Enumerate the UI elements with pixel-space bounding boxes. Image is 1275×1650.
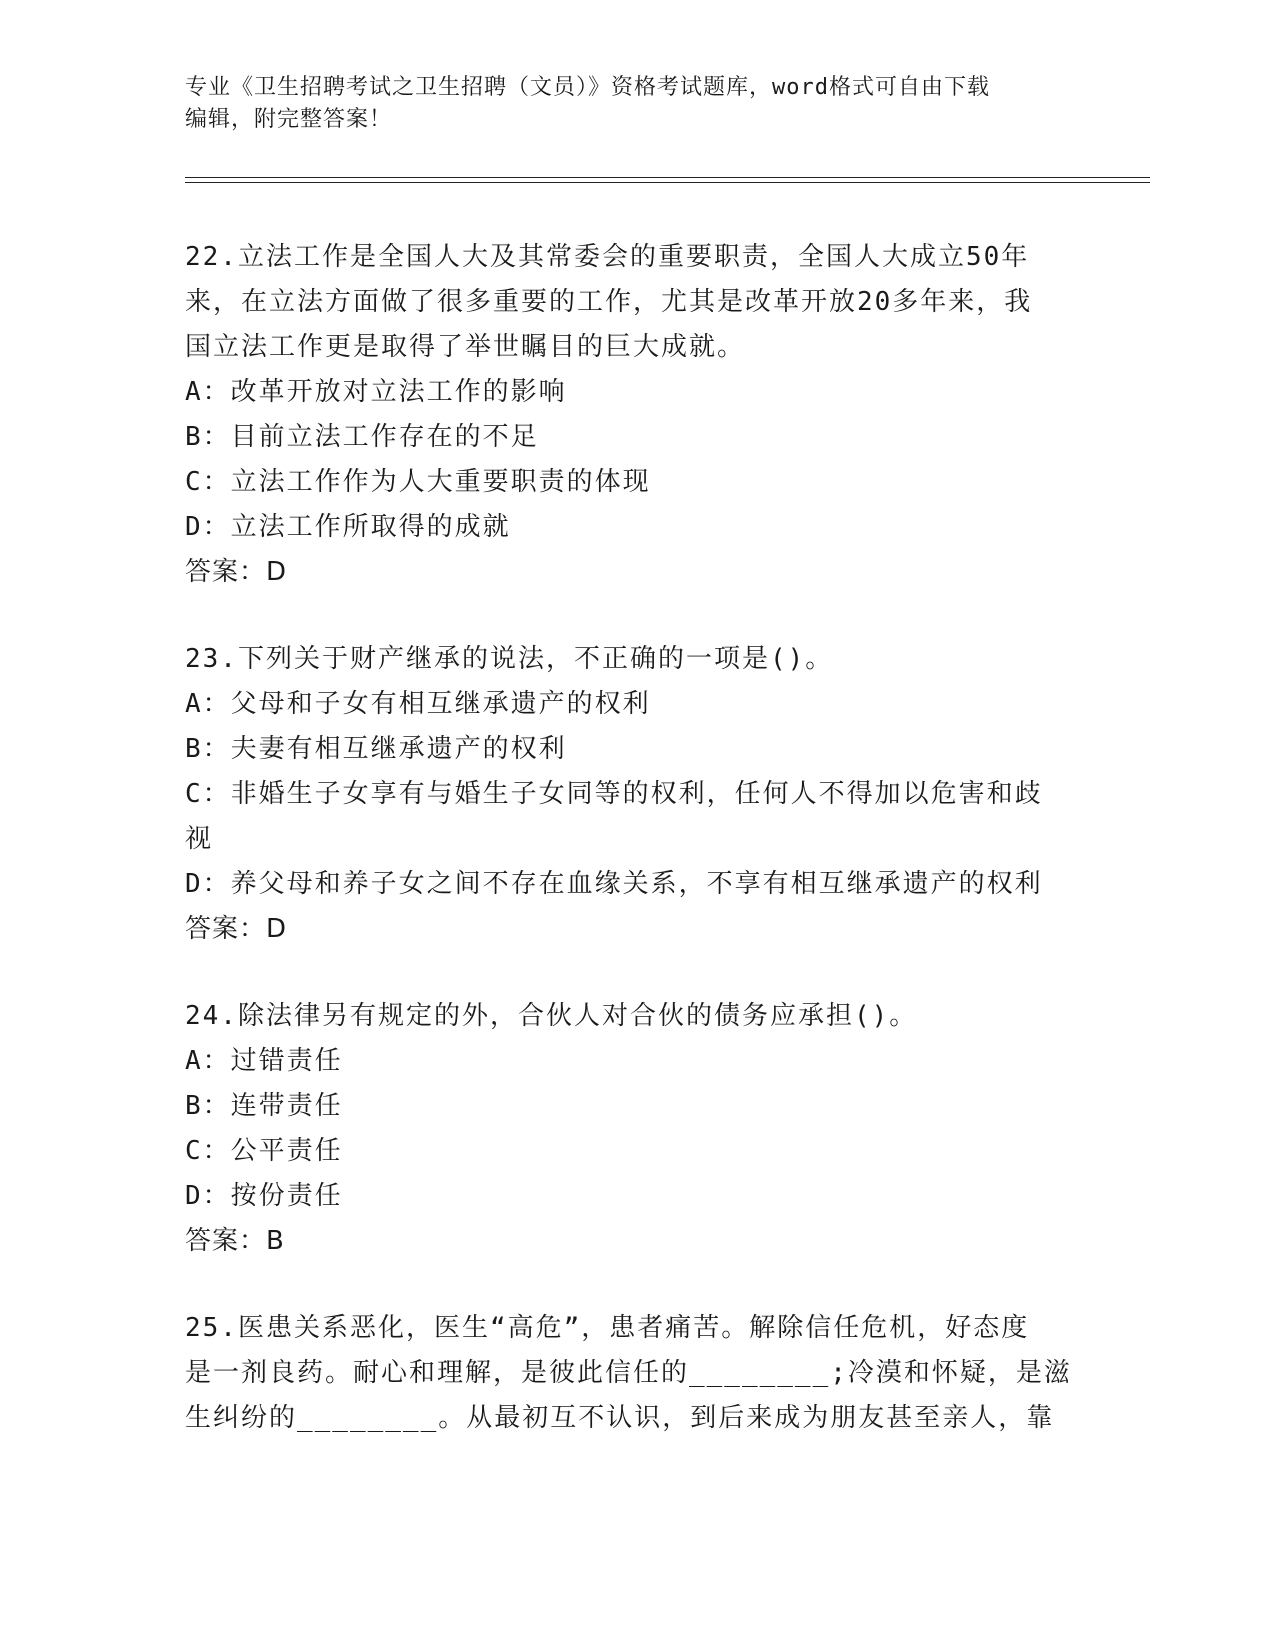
answer-option-line: C：非婚生子女享有与婚生子女同等的权利，任何人不得加以危害和歧 (185, 779, 1043, 809)
question-stem-line: 是一剂良药。耐心和理解，是彼此信任的________;冷漠和怀疑，是滋 (185, 1358, 1072, 1388)
header-rule-bottom (185, 182, 1150, 183)
answer-option-line: D：立法工作所取得的成就 (185, 512, 511, 542)
answer-option-line: B：夫妻有相互继承遗产的权利 (185, 734, 567, 764)
answer-key: 答案：B (185, 1226, 285, 1256)
question-block (185, 994, 1085, 1264)
question-stem-line: 24.除法律另有规定的外，合伙人对合伙的债务应承担()。 (185, 1001, 918, 1031)
answer-key: 答案：D (185, 914, 288, 944)
question-list (185, 235, 1085, 1483)
answer-option-line: B：连带责任 (185, 1091, 343, 1121)
answer-option-line: C：立法工作作为人大重要职责的体现 (185, 467, 651, 497)
question-stem-line: 来，在立法方面做了很多重要的工作，尤其是改革开放20多年来，我 (185, 287, 1033, 317)
answer-option-line: A：父母和子女有相互继承遗产的权利 (185, 689, 651, 719)
question-block (185, 1306, 1085, 1441)
answer-option-line: C：公平责任 (185, 1136, 343, 1166)
document-header (185, 72, 1065, 136)
answer-option-line: B：目前立法工作存在的不足 (185, 422, 539, 452)
answer-option-line: 视 (185, 824, 214, 854)
answer-key: 答案：D (185, 557, 288, 587)
question-stem-line: 25.医患关系恶化，医生“高危”，患者痛苦。解除信任危机，好态度 (185, 1313, 1030, 1343)
answer-option-line: A：改革开放对立法工作的影响 (185, 377, 567, 407)
header-line-1: 专业《卫生招聘考试之卫生招聘（文员）》资格考试题库，word格式可自由下载 (185, 75, 990, 100)
question-stem-line: 23.下列关于财产继承的说法，不正确的一项是()。 (185, 644, 834, 674)
question-block (185, 235, 1085, 595)
question-stem-line: 22.立法工作是全国人大及其常委会的重要职责，全国人大成立50年 (185, 242, 1030, 272)
question-stem-line: 国立法工作更是取得了举世瞩目的巨大成就。 (185, 332, 746, 362)
answer-option-line: A：过错责任 (185, 1046, 343, 1076)
header-rule-top (185, 177, 1150, 178)
header-line-2: 编辑，附完整答案！ (185, 107, 393, 132)
answer-option-line: D：按份责任 (185, 1181, 343, 1211)
question-block (185, 637, 1085, 952)
answer-option-line: D：养父母和养子女之间不存在血缘关系，不享有相互继承遗产的权利 (185, 869, 1043, 899)
question-stem-line: 生纠纷的________。从最初互不认识，到后来成为朋友甚至亲人，靠 (185, 1403, 1055, 1433)
